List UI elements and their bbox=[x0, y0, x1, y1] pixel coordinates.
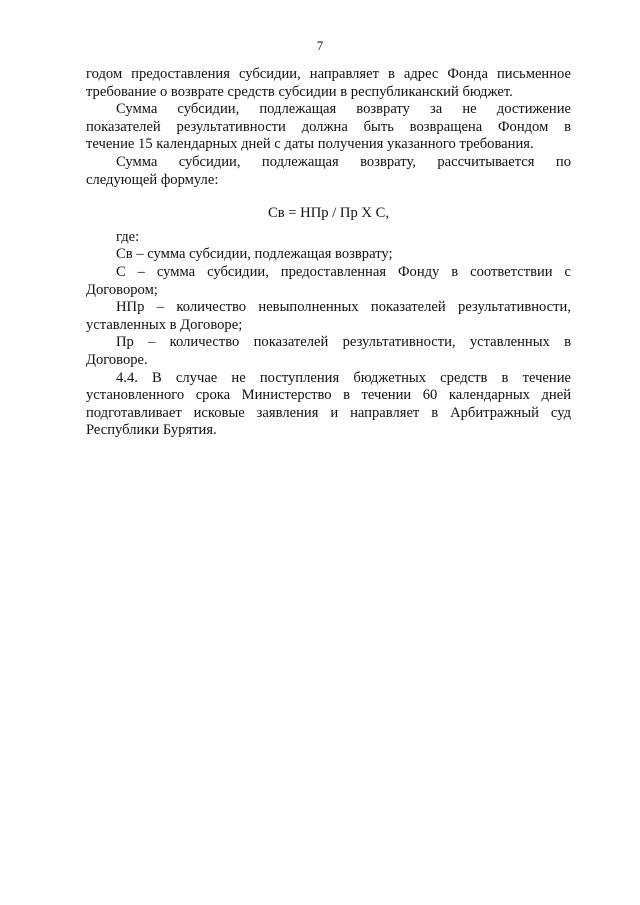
definition-pr bbox=[86, 334, 571, 369]
paragraph-return-deadline bbox=[86, 101, 571, 154]
text-line: Сумма субсидии, подлежащая возврату за не достижение bbox=[116, 101, 571, 118]
text-line: Пр – количество показателей результативности, уставленных в bbox=[116, 334, 571, 351]
text-line: С – сумма субсидии, предоставленная Фонду в соответствии с bbox=[116, 263, 571, 280]
text-line: течение 15 календарных дней с даты получения указанного требования. bbox=[86, 136, 534, 153]
definition-s bbox=[86, 264, 571, 299]
text-line: требование о возврате средств субсидии в республиканский бюджет. bbox=[86, 83, 513, 100]
text-line: годом предоставления субсидии, направляет в адрес Фонда письменное bbox=[86, 66, 571, 82]
text-line: НПр – количество невыполненных показателей результативности, bbox=[116, 299, 571, 316]
formula: Св = НПр / Пр Х С, bbox=[268, 205, 389, 222]
paragraph-formula-intro bbox=[86, 154, 571, 189]
where-label: где: bbox=[116, 228, 140, 245]
definition-sv bbox=[86, 246, 571, 264]
paragraph-4-4 bbox=[86, 370, 571, 440]
paragraph-return-requirement bbox=[86, 66, 571, 101]
text-line: установленного срока Министерство в течении 60 календарных дней bbox=[86, 387, 571, 404]
text-line: Св – сумма субсидии, подлежащая возврату; bbox=[116, 246, 393, 263]
text-line: уставленных в Договоре; bbox=[86, 316, 243, 333]
text-line: 4.4. В случае не поступления бюджетных средств в течение bbox=[116, 369, 571, 386]
text-line: Договором; bbox=[86, 281, 158, 298]
text-line: показателей результативности должна быть возвращена Фондом в bbox=[86, 118, 571, 135]
document-body bbox=[86, 66, 571, 440]
text-line: Республики Бурятия. bbox=[86, 422, 217, 439]
page-number: 7 bbox=[316, 38, 324, 53]
definition-npr bbox=[86, 299, 571, 334]
text-line: следующей формуле: bbox=[86, 171, 219, 188]
text-line: Договоре. bbox=[86, 351, 148, 368]
text-line: подготавливает исковые заявления и направляет в Арбитражный суд bbox=[86, 404, 571, 421]
text-line: Сумма субсидии, подлежащая возврату, рассчитывается по bbox=[116, 153, 571, 170]
